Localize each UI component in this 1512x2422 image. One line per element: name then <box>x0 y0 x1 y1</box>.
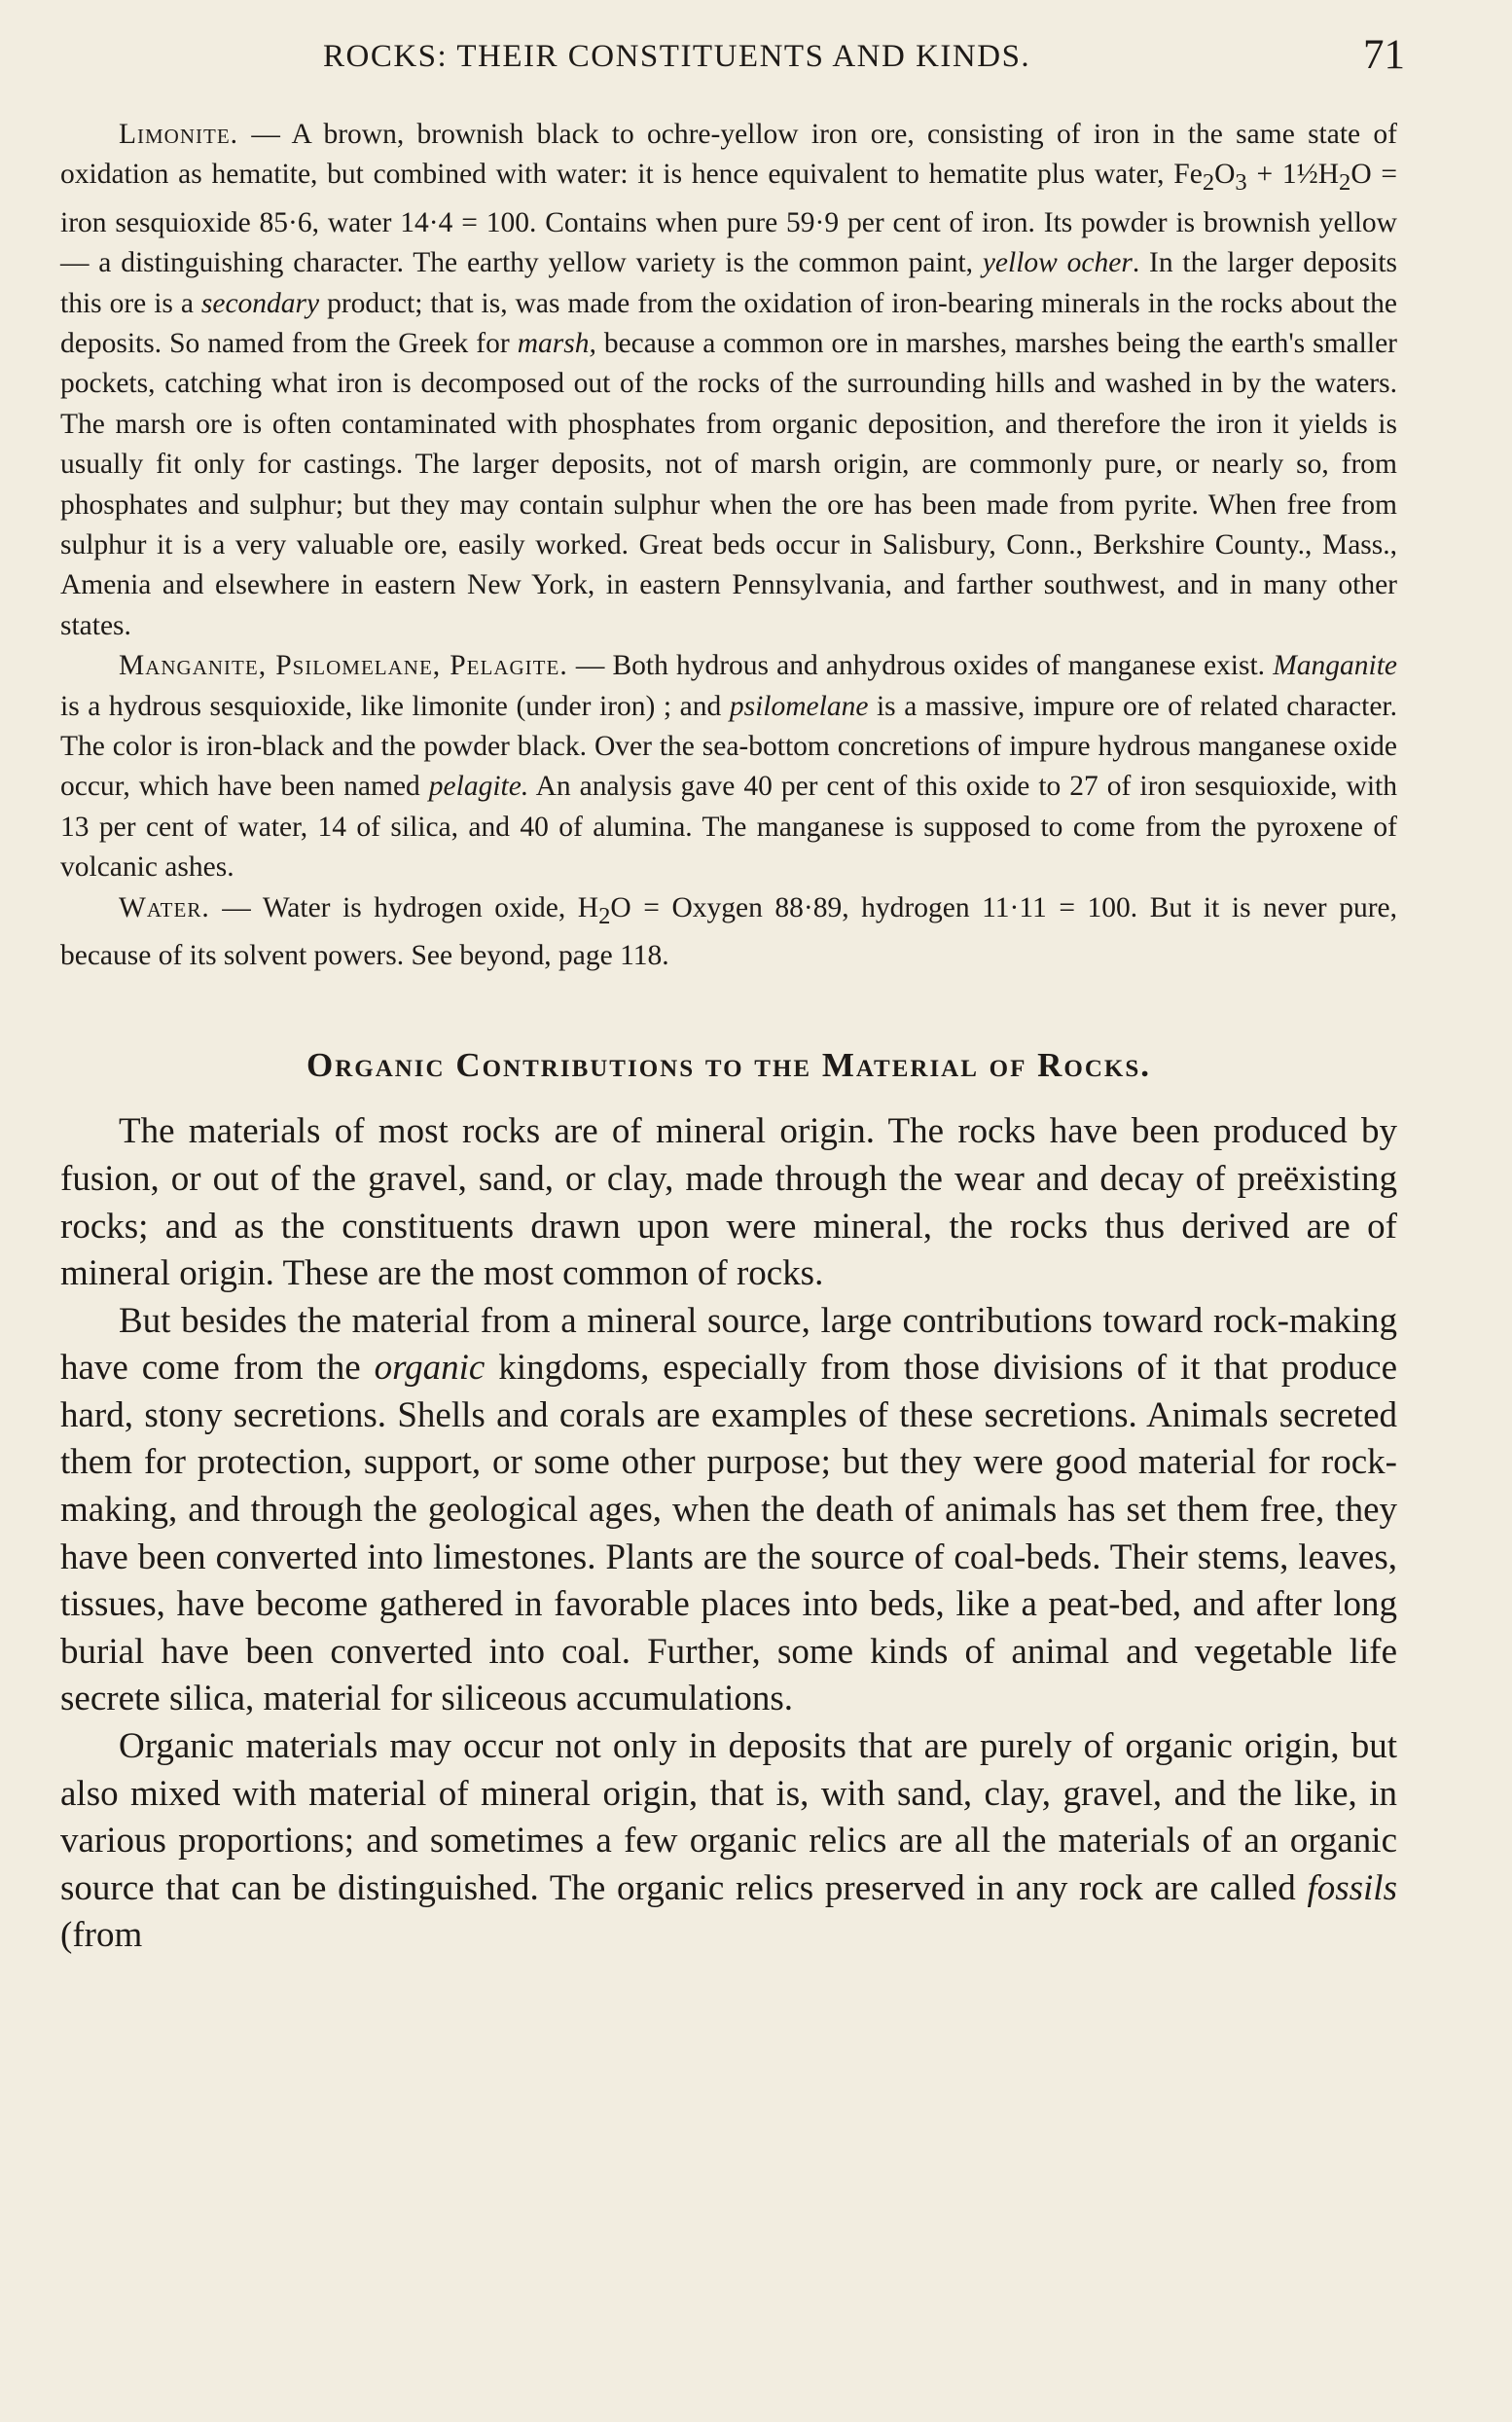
text-run: But besides the material from a mineral source, large contributions toward rock-making have come from the <box>60 1300 1397 1389</box>
italic-term: yellow ocher <box>982 247 1133 279</box>
paragraph-organic-materials <box>60 1723 1397 1960</box>
entry-lead-manganite: Manganite, Psilomelane, Pelagite. <box>119 650 568 682</box>
paragraph-mineral-origin: The materials of most rocks are of mineral origin. The rocks have been produced by fusion, or out of the gravel, sand, or clay, made through the wear and decay of preëxisting rocks; and as the constituents drawn upon were mineral, the rocks thus derived are of mineral origin. These are the most common of rocks. <box>60 1111 1397 1294</box>
text-run: + 1½H <box>1246 159 1340 191</box>
entry-lead-limonite: Limonite. <box>119 119 239 150</box>
subscript: 2 <box>598 902 611 929</box>
italic-term: pelagite. <box>428 771 529 803</box>
paragraph-organic-contributions <box>60 1298 1397 1723</box>
italic-term: secondary <box>200 287 320 319</box>
text-run: Organic materials may occur not only in deposits that are purely of organic origin, but also mixed with material of mineral origin, that is, with sand, clay, gravel, and the like, in various proportions; and sometimes a few organic relics are all the materials of an organic source that can be distinguished. The organic relics preserved in any rock are called <box>60 1726 1397 1908</box>
page-number: 71 <box>1363 32 1405 78</box>
paragraph-limonite <box>60 115 1397 646</box>
section-heading: Organic Contributions to the Material of Rocks. <box>306 1046 1152 1085</box>
running-head <box>64 29 1405 88</box>
italic-term: Manganite <box>1273 650 1397 682</box>
paragraph-manganite <box>60 646 1397 887</box>
text-run: — Both hydrous and anhydrous oxides of manganese exist. <box>567 650 1274 682</box>
running-title: ROCKS: THEIR CONSTITUENTS AND KINDS. <box>323 39 1031 74</box>
italic-term: organic <box>374 1348 486 1389</box>
italic-term: marsh, <box>517 327 596 359</box>
text-run: An analysis gave 40 per cent of this oxide to 27 of iron sesquioxide, with 13 per cent of water, 14 of silica, and 40 of alumina. The manganese is supposed to come from the pyroxene of volcanic ashes. <box>60 771 1397 884</box>
subscript: 2 <box>1202 169 1215 197</box>
text-run: product; that is, was made from the oxidation of iron-bearing minerals in the rocks about the deposits. So named from the Greek for <box>60 287 1398 359</box>
text-run: . In the larger deposits this ore is a <box>60 247 1397 319</box>
italic-term: psilomelane <box>729 690 869 722</box>
page-body <box>60 115 1397 1960</box>
text-run: because a common ore in marshes, marshes being the earth's smaller pockets, catching what iron is decomposed out of the rocks of the surrounding hills and washed in by the waters. The marsh ore is often contaminated with phosphates from organic deposition, and therefore the iron it yields is usually fit only for castings. The larger deposits, not of marsh origin, are commonly pure, or nearly so, from phosphates and sulphur; but they may contain sulphur when the ore has been made from pyrite. When free from sulphur it is a very valuable ore, easily worked. Great beds occur in Salisbury, Conn., Berkshire County., Mass., Amenia and elsewhere in eastern New York, in eastern Pennsylvania, and farther southwest, and in many other states. <box>60 327 1397 641</box>
subscript: 3 <box>1235 169 1247 197</box>
text-run: (from <box>60 1915 143 1956</box>
subscript: 2 <box>1339 169 1351 197</box>
text-run: kingdoms, especially from those divisions of it that produce hard, stony secretions. Shells and corals are examples of these secretions. Animals secreted them for protection, support, or some other purpose; but they were good material for rock-making, and through the geological ages, when the death of animals has set them free, they have been converted into limestones. Plants are the source of coal-beds. Their stems, leaves, tissues, have become gathered in favorable places into beds, like a peat-bed, and after long burial have been converted into coal. Further, some kinds of animal and vegetable life secrete silica, material for siliceous accumulations. <box>60 1348 1398 1719</box>
entry-lead-water: Water. <box>119 891 210 923</box>
text-run: is a hydrous sesquioxide, like limonite (under iron) ; and <box>60 690 730 722</box>
paragraph-water <box>60 888 1397 977</box>
text-run: is a massive, impure ore of related character. The color is iron-black and the powder black. Over the sea-bottom concretions of impure hydrous manganese oxide occur, which have been named <box>60 690 1398 803</box>
text-run: O = Oxygen 88·89, hydrogen 11·11 = 100. But it is never pure, because of its solvent powers. See beyond, page 118. <box>60 891 1397 971</box>
text-run: — A brown, brownish black to ochre-yellow iron ore, consisting of iron in the same state of oxidation as hematite, but combined with water: it is hence equivalent to hematite plus water, Fe <box>60 119 1397 191</box>
text-run: O <box>1214 159 1236 191</box>
text-run: O = iron sesquioxide 85·6, water 14·4 = 100. Contains when pure 59·9 per cent of iron. Its powder is brownish yellow — a distinguishing character. The earthy yellow variety is the common paint, <box>60 159 1397 279</box>
italic-term: fossils <box>1307 1867 1397 1908</box>
text-run: — Water is hydrogen oxide, H <box>209 891 599 923</box>
